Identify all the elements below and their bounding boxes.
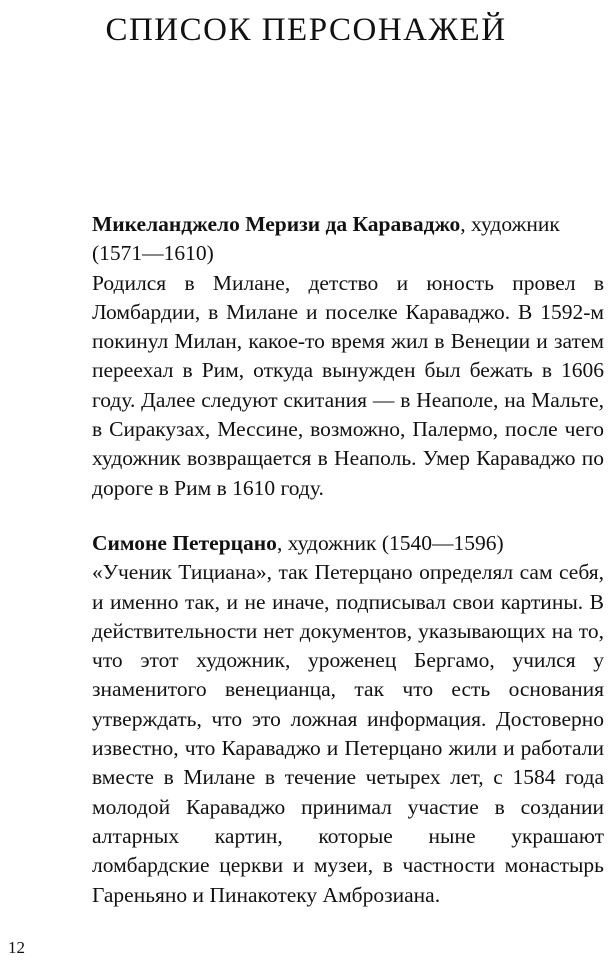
character-name: Микеланджело Меризи да Караваджо	[92, 212, 461, 236]
character-name: Симоне Петерцано	[92, 531, 277, 555]
character-entry-peterzano	[92, 529, 604, 910]
character-entry-caravaggio	[92, 210, 604, 503]
entry-heading	[92, 529, 604, 558]
character-role: , художник	[460, 212, 560, 236]
character-biography: «Ученик Тициана», так Петерцано определял сам себя, и именно так, и не иначе, подписывал свои картины. В действительности нет документов, указывающих на то, что этот художник, уроженец Бергамо, учился у знаменитого венецианца, так что есть основания утверждать, что это ложная информация. Достоверно известно, что Караваджо и Петерцано жили и работали вместе в Милане в течение четырех лет, с 1584 года молодой Караваджо принимал участие в создании алтарных картин, которые ныне украшают ломбардские церкви и музеи, в частности монастырь Гареньяно и Пинакотеку Амброзиана.	[92, 560, 604, 907]
character-dates: (1571—1610)	[92, 241, 214, 266]
character-role: , художник (1540—1596)	[276, 531, 504, 555]
entry-heading	[92, 210, 604, 269]
page-number: 12	[8, 938, 25, 957]
page-title: СПИСОК ПЕРСОНАЖЕЙ	[105, 12, 507, 48]
character-biography: Родился в Милане, детство и юность провел в Ломбардии, в Милане и поселке Караваджо. В 1592-м покинул Милан, какое-то время жил в Венеции и затем переехал в Рим, откуда вынужден был бежать в 1606 году. Далее следуют скитания — в Неаполе, на Мальте, в Сиракузах, Мессине, возможно, Палермо, после чего художник возвращается в Неаполь. Умер Караваджо по дороге в Рим в 1610 году.	[92, 270, 604, 500]
